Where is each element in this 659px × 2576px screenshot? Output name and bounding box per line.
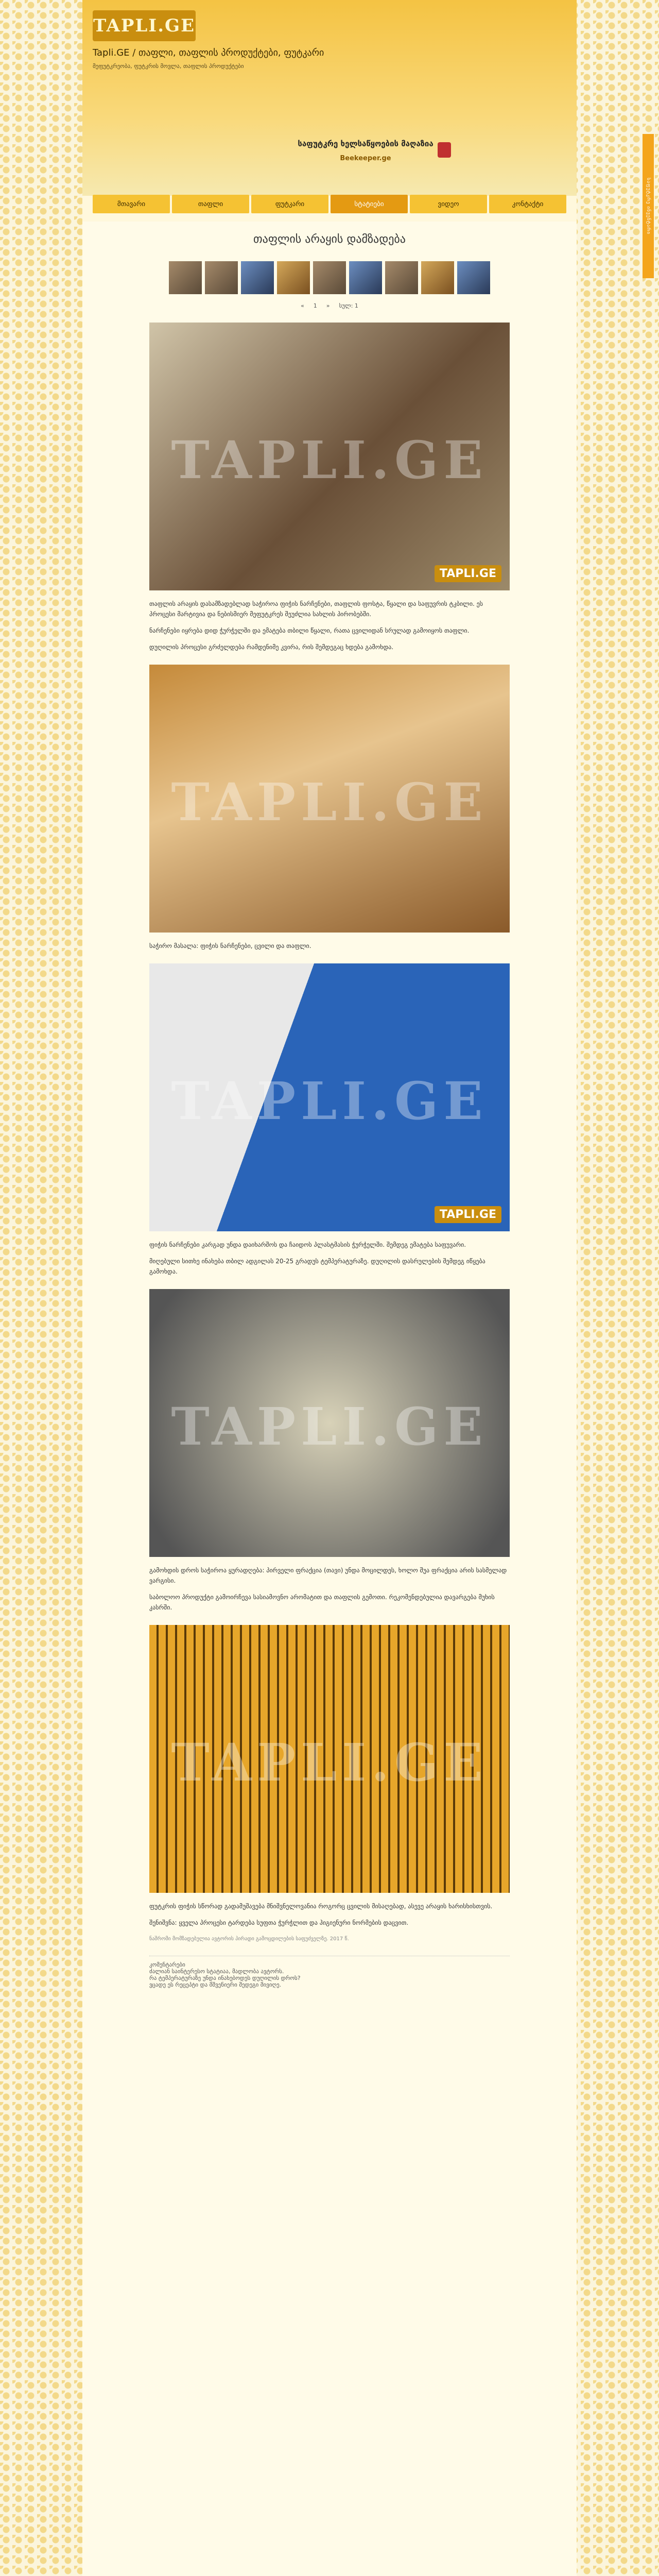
- paragraph: შენიშვნა: ყველა პროცესი ტარდება სუფთა ჭურჭლით და ჰიგიენური ნორმების დაცვით.: [149, 1919, 409, 1926]
- thumbnail[interactable]: [277, 261, 310, 294]
- site-title[interactable]: Tapli.GE / თაფლი, თაფლის პროდუქტები, ფუტკარი: [93, 47, 324, 58]
- photo-caption: საჭირო მასალა: ფიჭის ნარჩენები, ცვილი და თაფლი.: [149, 942, 311, 950]
- paragraph: ნარჩენები იყრება დიდ ჭურჭელში და ემატება თბილი წყალი, რათა ცვილიდან სრულად გამოიყოს თაფლი.: [149, 627, 470, 634]
- thumbnail[interactable]: [421, 261, 454, 294]
- main-nav: [93, 195, 566, 213]
- pager-prev[interactable]: «: [301, 302, 304, 309]
- nav-item-bees[interactable]: ფუტკარი: [251, 195, 328, 213]
- promo-banner[interactable]: [293, 139, 438, 162]
- photo-watermark: TAPLI.GE: [171, 772, 488, 833]
- comments-heading: კომენტარები: [149, 1961, 185, 1968]
- photo-badge: TAPLI.GE: [435, 1206, 501, 1223]
- paragraph: ფიჭის ნარჩენები კარგად უნდა დაიხარშოს და ჩაიდოს პლასტმასის ჭურჭელში. შემდეგ ემატება საფუვარი.: [149, 1241, 466, 1248]
- pager-next[interactable]: »: [326, 302, 330, 309]
- photo-watermark: TAPLI.GE: [171, 1396, 488, 1457]
- promo-line2: Beekeeper.ge: [340, 155, 391, 162]
- pager-total: სულ: 1: [339, 302, 358, 309]
- thumbnail[interactable]: [313, 261, 346, 294]
- promo-logo-icon: [438, 142, 451, 158]
- page: [82, 0, 577, 2576]
- pager: [82, 301, 577, 310]
- paragraph: ფუტკრის ფიჭის სწორად გადამუშავება მნიშვნელოვანია როგორც ცვილის მისაღებად, ასევე არაყის ხარისხისთვის.: [149, 1903, 493, 1910]
- article-photo[interactable]: [149, 1625, 510, 1893]
- article-text: [149, 1565, 510, 1613]
- article-text: [149, 599, 510, 652]
- article-text: [149, 1901, 510, 1944]
- nav-item-home[interactable]: მთავარი: [93, 195, 170, 213]
- site-logo-text: TAPLI.GE: [93, 15, 195, 36]
- pager-page[interactable]: 1: [313, 302, 317, 309]
- thumbnail[interactable]: [169, 261, 202, 294]
- article-text: [149, 1240, 510, 1277]
- paragraph: დუღილის პროცესი გრძელდება რამდენიმე კვირა, რის შემდეგაც ხდება გამოხდა.: [149, 643, 394, 651]
- thumbnail[interactable]: [241, 261, 274, 294]
- paragraph: ნაშრომი მომზადებულია ავტორის პირადი გამოცდილების საფუძველზე. 2017 წ.: [149, 1936, 349, 1942]
- comment: ძალიან საინტერესო სტატიაა, მადლობა ავტორს.: [149, 1968, 284, 1975]
- header: [82, 0, 577, 208]
- promo-line1: საფუტკრე ხელსაწყოების მაღაზია: [298, 139, 433, 148]
- article-photo[interactable]: [149, 963, 510, 1231]
- paragraph: თაფლის არაყის დასამზადებლად საჭიროა ფიჭის ნარჩენები, თაფლის ფოსტა, წყალი და საფუვრის ტკბილი. ეს პროცესი მარტივია და ნებისმიერ მეფუტკრეს შეუძლია სახლის პირობებში.: [149, 600, 483, 618]
- photo-watermark: TAPLI.GE: [171, 1732, 488, 1793]
- photo-badge: TAPLI.GE: [435, 565, 501, 582]
- content: [82, 222, 577, 2576]
- page-title: თაფლის არაყის დამზადება: [253, 233, 406, 246]
- nav-item-articles[interactable]: სტატიები: [331, 195, 408, 213]
- article-text: [149, 941, 510, 951]
- nav-item-honey[interactable]: თაფლი: [172, 195, 249, 213]
- thumbnail[interactable]: [457, 261, 490, 294]
- site-logo[interactable]: [93, 10, 196, 41]
- article-photo[interactable]: [149, 665, 510, 933]
- photo-watermark: TAPLI.GE: [171, 430, 488, 490]
- article-photo[interactable]: [149, 1289, 510, 1557]
- photo-watermark: TAPLI.GE: [171, 1071, 488, 1131]
- side-tab[interactable]: საფუტკრე ინვენტარი: [643, 134, 654, 278]
- article-photo[interactable]: [149, 323, 510, 590]
- site-description: მეფუტკრეობა, ფუტკრის მოვლა, თაფლის პროდუქტები: [93, 63, 244, 70]
- thumbnail[interactable]: [205, 261, 238, 294]
- nav-item-video[interactable]: ვიდეო: [410, 195, 487, 213]
- comment: რა ტემპერატურაზე უნდა ინახებოდეს დუღილის დროს?: [149, 1975, 301, 1981]
- thumbnail-strip: [82, 261, 577, 294]
- comments: [149, 1956, 510, 1988]
- paragraph: გამოხდის დროს საჭიროა ყურადღება: პირველი ფრაქცია (თავი) უნდა მოცილდეს, ხოლო შუა ფრაქცია არის სასმელად ვარგისი.: [149, 1567, 507, 1584]
- paragraph: საბოლოო პროდუქტი გამოირჩევა სასიამოვნო არომატით და თაფლის გემოთი. რეკომენდებულია დავარგება მუხის კასრში.: [149, 1594, 495, 1611]
- thumbnail[interactable]: [385, 261, 418, 294]
- thumbnail[interactable]: [349, 261, 382, 294]
- paragraph: მიღებული სითხე ინახება თბილ ადგილას 20-25 გრადუს ტემპერატურაზე. დუღილის დასრულების შემდეგ იწყება გამოხდა.: [149, 1258, 485, 1275]
- nav-item-contact[interactable]: კონტაქტი: [489, 195, 566, 213]
- comment: ვცადე ეს რეცეპტი და მშვენიერი შედეგი მივიღე.: [149, 1981, 282, 1988]
